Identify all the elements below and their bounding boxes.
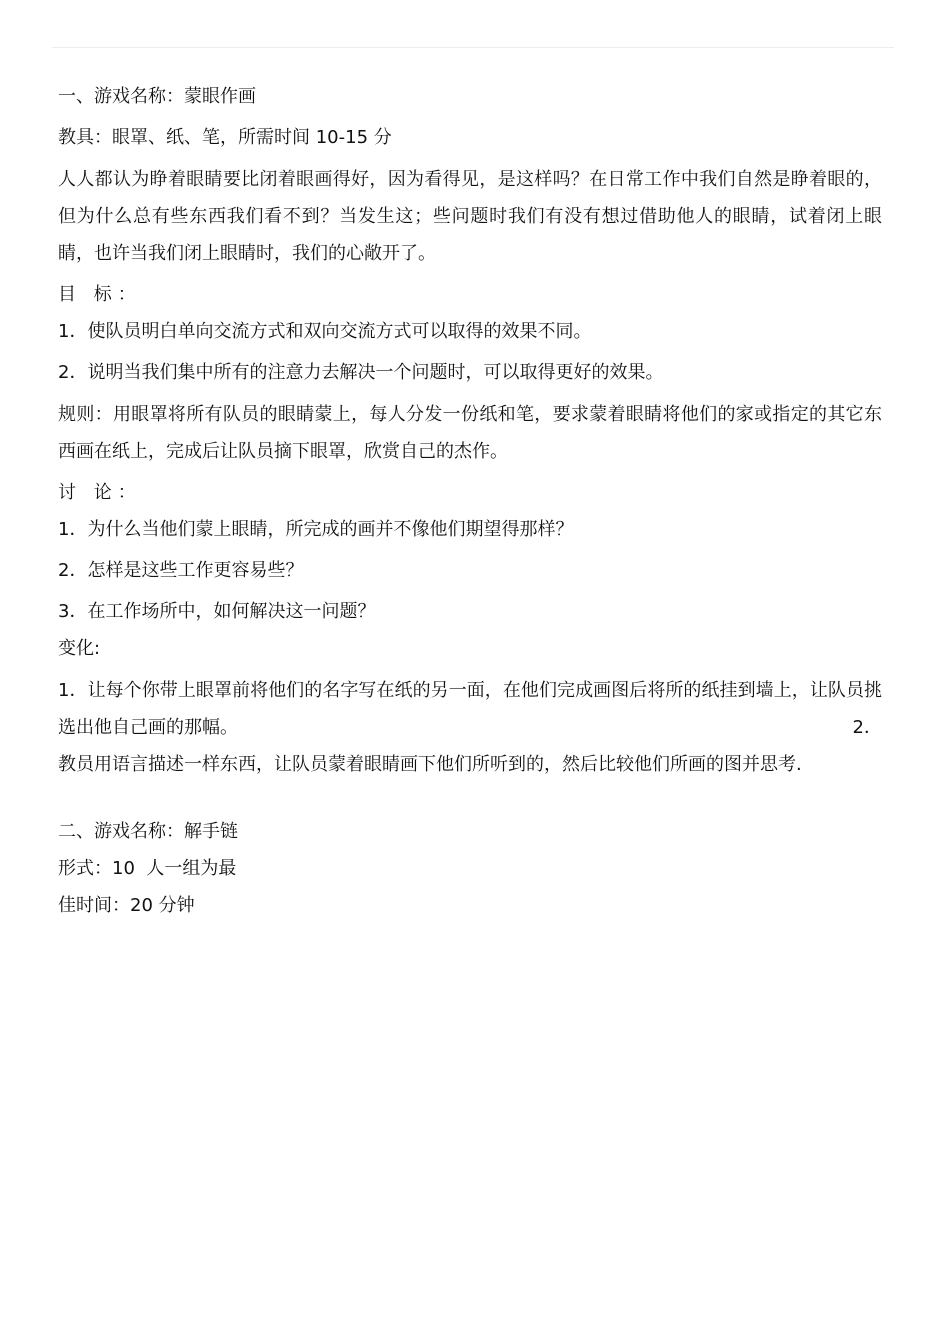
variation-item-1-text: 1．让每个你带上眼罩前将他们的名字写在纸的另一面，在他们完成画图后将所的纸挂到墙上，让队员挑选出他自己画的那幅。 <box>58 680 882 738</box>
goal-item: 2．说明当我们集中所有的注意力去解决一个问题时，可以取得更好的效果。 <box>58 362 664 383</box>
discussion-item: 3．在工作场所中，如何解决这一问题？ <box>58 601 376 622</box>
goals-label: 目 标： <box>58 284 142 305</box>
variation-item-1 <box>58 672 882 746</box>
document-body <box>58 84 882 930</box>
section2-title: 二、游戏名称：解手链 <box>58 821 238 842</box>
section1-rules: 规则：用眼罩将所有队员的眼睛蒙上，每人分发一份纸和笔，要求蒙着眼睛将他们的家或指定的其它东西画在纸上，完成后让队员摘下眼罩，欣赏自己的杰作。 <box>58 404 882 462</box>
section2-time: 佳时间：20 分钟 <box>58 895 195 916</box>
discussion-label: 讨 论： <box>58 482 142 503</box>
section1-materials: 教具：眼罩、纸、笔，所需时间 10-15 分 <box>58 127 392 148</box>
header-rule <box>52 47 894 48</box>
variation-item-2: 教员用语言描述一样东西，让队员蒙着眼睛画下他们所听到的，然后比较他们所画的图并思考. <box>58 754 802 775</box>
variation-label: 变化: <box>58 638 101 659</box>
goal-item: 1．使队员明白单向交流方式和双向交流方式可以取得的效果不同。 <box>58 321 592 342</box>
section1-intro: 人人都认为睁着眼睛要比闭着眼画得好，因为看得见，是这样吗？在日常工作中我们自然是睁着眼的，但为什么总有些东西我们看不到？当发生这；些问题时我们有没有想过借助他人的眼睛，试着闭上眼睛，也许当我们闭上眼睛时，我们的心敞开了。 <box>58 169 882 264</box>
section2-format: 形式：10 人一组为最 <box>58 858 237 879</box>
discussion-item: 1．为什么当他们蒙上眼睛，所完成的画并不像他们期望得那样？ <box>58 519 574 540</box>
discussion-item: 2．怎样是这些工作更容易些？ <box>58 560 304 581</box>
section1-title: 一、游戏名称：蒙眼作画 <box>58 86 256 107</box>
variation-item-2-number: 2． <box>852 717 882 738</box>
